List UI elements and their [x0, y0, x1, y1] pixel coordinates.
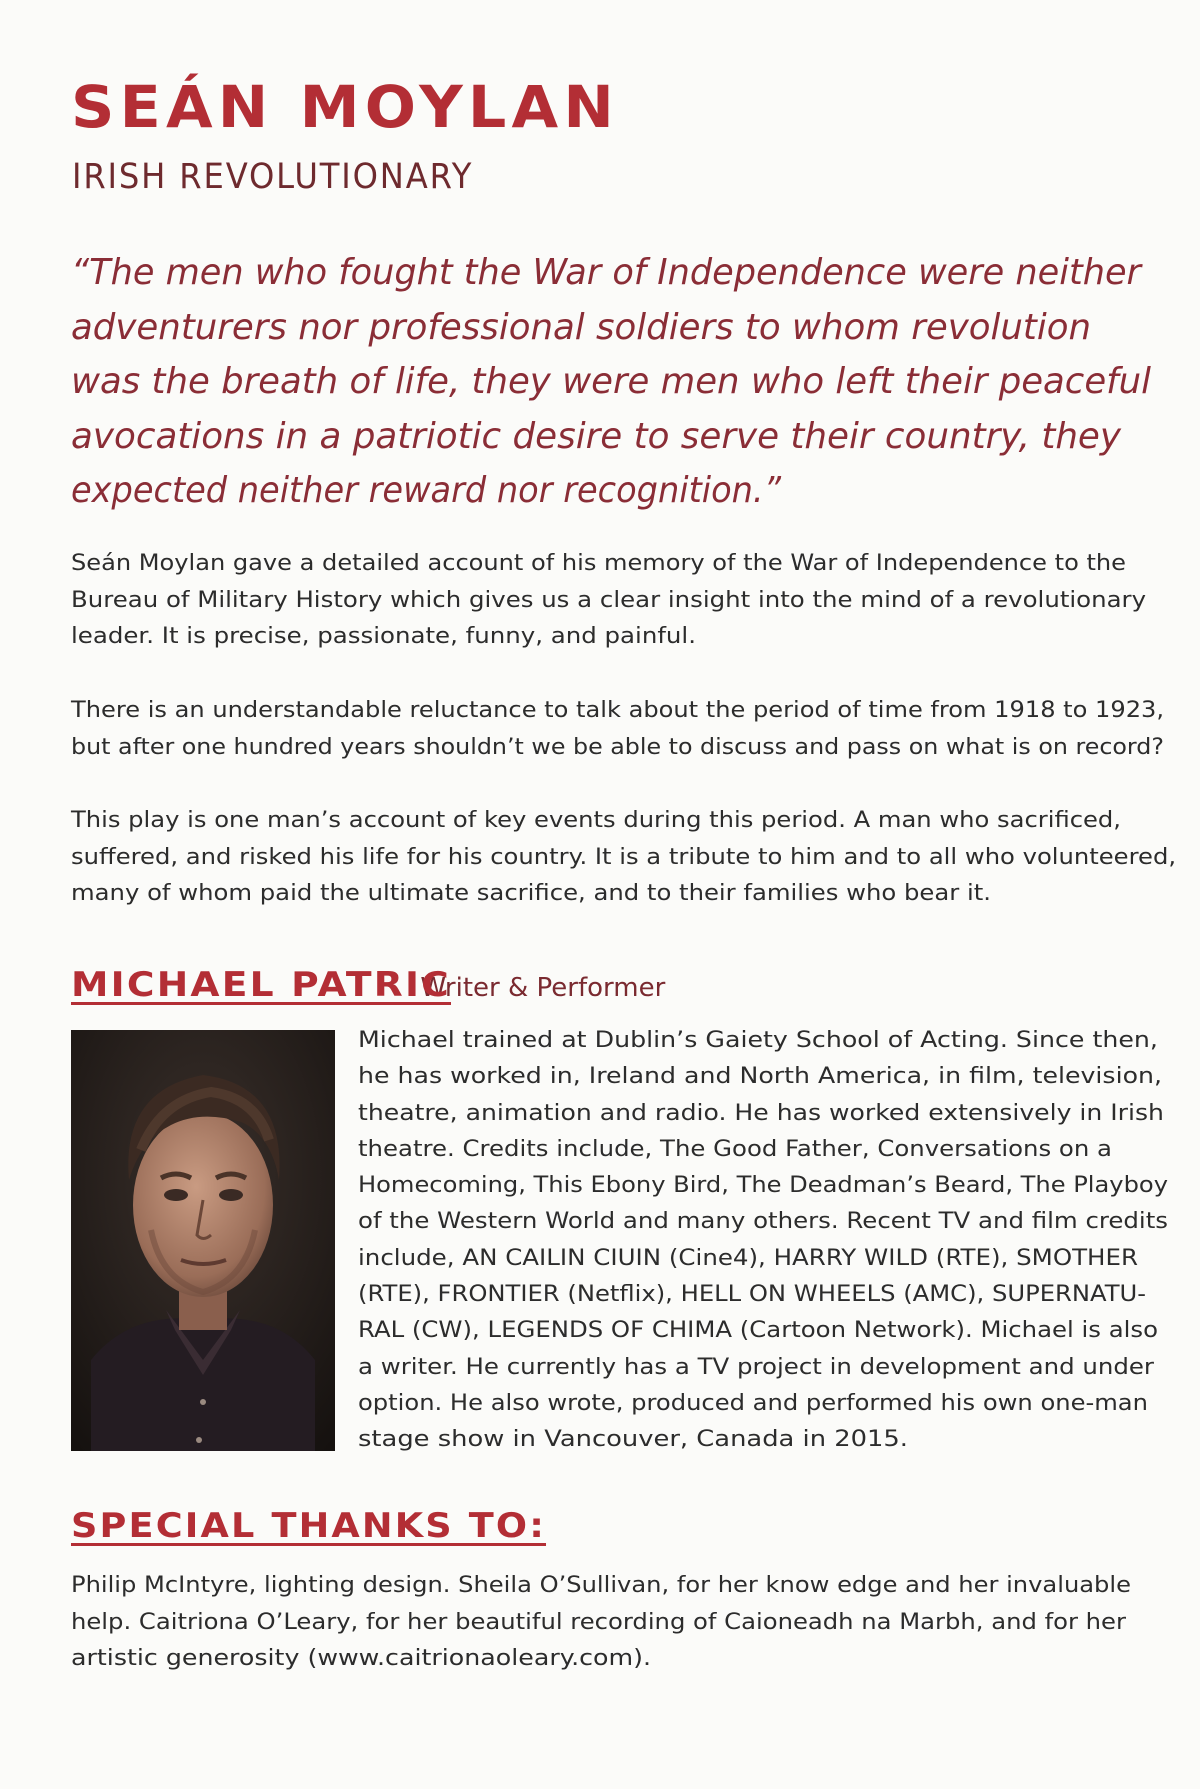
bio-line-8: (RTE), FRONTIER (Netflix), HELL ON WHEELS (AMC), SUPERNATU-	[358, 1281, 1147, 1308]
thanks-heading	[71, 1506, 547, 1546]
quote-line-2: adventurers nor professional soldiers to whom revolution	[71, 306, 1092, 348]
thanks-line-1: Philip McIntyre, lighting design. Sheila O’Sullivan, for her know edge and her invaluable	[71, 1572, 1131, 1598]
bio-line-11: option. He also wrote, produced and performed his own one-man	[358, 1389, 1148, 1416]
page-subtitle	[72, 157, 474, 197]
intro-p1-line-3: leader. It is precise, passionate, funny, and painful.	[71, 623, 696, 649]
performer-bio	[358, 1022, 1178, 1458]
pull-quote	[71, 246, 1181, 519]
thanks-heading-text: SPECIAL THANKS TO:	[71, 1506, 547, 1546]
intro-p2-line-2: but after one hundred years shouldn’t we be able to discuss and pass on what is on record?	[71, 733, 1164, 760]
page-title	[71, 73, 619, 141]
bio-line-1: Michael trained at Dublin’s Gaiety School of Acting. Since then,	[358, 1027, 1158, 1053]
performer-heading	[71, 965, 666, 1005]
thanks-line-3: artistic generosity (www.caitrionaoleary.com).	[71, 1645, 652, 1671]
bio-line-10: a writer. He currently has a TV project in development and under	[358, 1353, 1154, 1380]
bio-line-2: he has worked in, Ireland and North America, in film, television,	[358, 1063, 1163, 1090]
intro-paragraph-1	[71, 545, 1181, 655]
bio-line-12: stage show in Vancouver, Canada in 2015.	[358, 1426, 909, 1453]
bio-line-4: theatre. Credits include, The Good Father, Conversations on a	[358, 1135, 1112, 1162]
bio-line-9: RAL (CW), LEGENDS OF CHIMA (Cartoon Network). Michael is also	[358, 1317, 1158, 1344]
bio-line-6: of the Western World and many others. Recent TV and film credits	[358, 1208, 1169, 1235]
intro-p2-line-1: There is an understandable reluctance to talk about the period of time from 1918 to 1923,	[71, 697, 1165, 723]
bio-line-7: include, AN CAILIN CIUIN (Cine4), HARRY WILD (RTE), SMOTHER	[358, 1244, 1138, 1271]
performer-photo	[71, 1030, 335, 1451]
bio-line-5: Homecoming, This Ebony Bird, The Deadman’s Beard, The Playboy	[358, 1172, 1168, 1199]
page-subtitle-text: IRISH REVOLUTIONARY	[72, 157, 474, 197]
quote-line-1: “The men who fought the War of Independence were neither	[71, 252, 1141, 293]
quote-line-4: avocations in a patriotic desire to serve their country, they	[71, 415, 1122, 457]
performer-name: MICHAEL PATRIC	[71, 965, 451, 1005]
quote-line-5: expected neither reward nor recognition.”	[71, 470, 781, 511]
intro-p1-line-1: Seán Moylan gave a detailed account of his memory of the War of Independence to the	[71, 550, 1126, 576]
page-title-text: SEÁN MOYLAN	[71, 73, 619, 141]
intro-paragraph-2	[71, 692, 1181, 765]
thanks-line-2: help. Caitriona O’Leary, for her beautiful recording of Caioneadh na Marbh, and for her	[71, 1608, 1126, 1635]
performer-role: Writer & Performer	[420, 973, 666, 1003]
intro-p3-line-1: This play is one man’s account of key events during this period. A man who sacrificed,	[71, 807, 1121, 833]
intro-p3-line-2: suffered, and risked his life for his country. It is a tribute to him and to all who volunteered,	[71, 843, 1177, 870]
thanks-paragraph	[71, 1567, 1181, 1677]
bio-line-3: theatre, animation and radio. He has worked extensively in Irish	[358, 1099, 1164, 1126]
intro-paragraph-3	[71, 802, 1181, 912]
intro-p1-line-2: Bureau of Military History which gives us a clear insight into the mind of a revolutionary	[71, 586, 1147, 613]
quote-line-3: was the breath of life, they were men who left their peaceful	[71, 361, 1152, 402]
intro-p3-line-3: many of whom paid the ultimate sacrifice, and to their families who bear it.	[71, 880, 991, 906]
portrait-image	[71, 1030, 335, 1451]
